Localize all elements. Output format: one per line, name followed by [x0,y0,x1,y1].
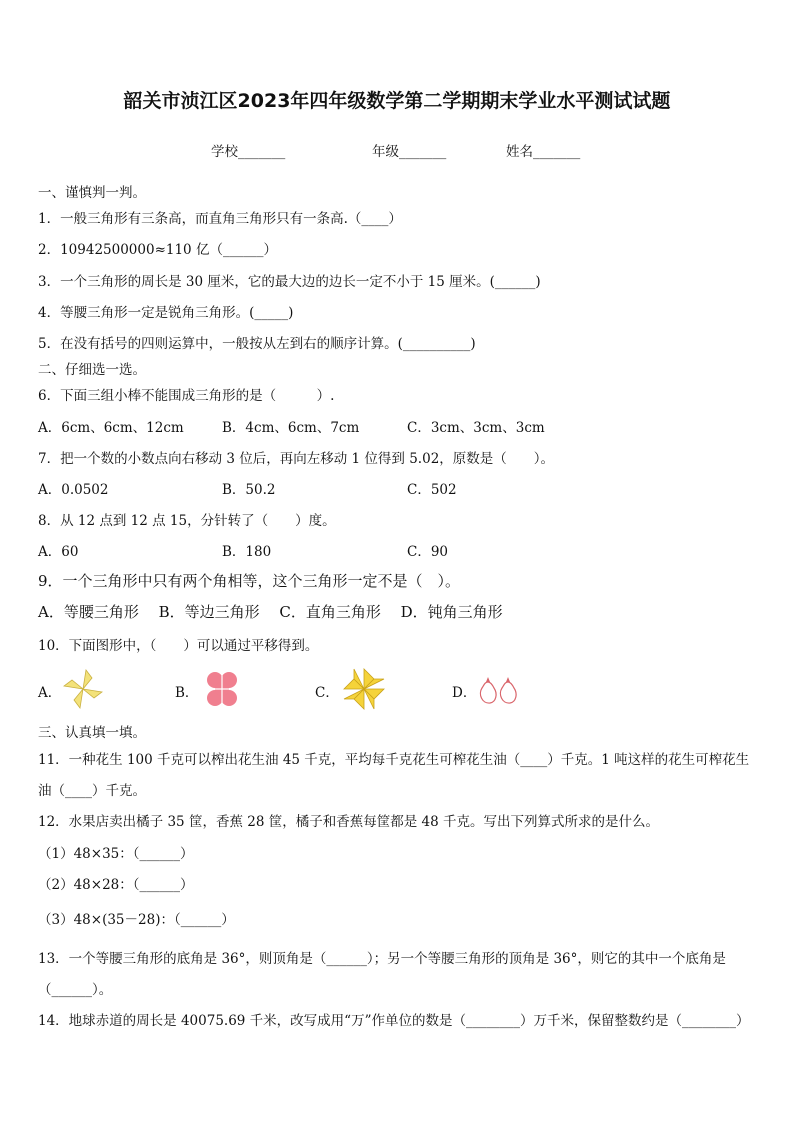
question-1: 1．一般三角形有三条高，而直角三角形只有一条高.（____） [38,211,402,227]
question-6: 6．下面三组小棒不能围成三角形的是（ ）. [38,388,335,404]
pinwheel-icon [62,668,104,710]
question-13-line-1: 13．一个等腰三角形的底角是 36°，则顶角是（______）；另一个等腰三角形的顶角是 36°，则它的其中一个底角是 [38,951,726,967]
page-title: 韶关市浈江区2023年四年级数学第二学期期末学业水平测试试题 [123,90,671,112]
name-field: 姓名_______ [506,144,581,160]
question-12-part-1: （1）48×35：（______） [38,846,194,862]
question-7-option-c: C．502 [407,482,457,498]
question-10-option-b: B． [175,685,199,701]
grade-field: 年级_______ [372,144,447,160]
section-2-heading: 二、仔细选一选。 [38,362,146,378]
question-8: 8．从 12 点到 12 点 15，分针转了（ ）度。 [38,513,336,529]
question-8-option-c: C．90 [407,544,449,560]
question-10-option-d: D． [452,685,477,701]
question-11-line-2: 油（____）千克。 [38,783,146,799]
question-6-option-b: B．4cm、6cm、7cm [222,420,360,436]
question-8-option-b: B．180 [222,544,272,560]
question-12: 12．水果店卖出橘子 35 筐，香蕉 28 筐，橘子和香蕉每筐都是 48 千克。写出下列算式所求的是什么。 [38,814,659,830]
section-3-heading: 三、认真填一填。 [38,725,146,741]
question-7-option-a: A．0.0502 [38,482,109,498]
question-10-option-c: C． [315,685,339,701]
four-heart-flower-icon [200,667,244,711]
section-1-heading: 一、谨慎判一判。 [38,185,146,201]
question-4: 4．等腰三角形一定是锐角三角形。(_____) [38,305,294,321]
question-14: 14．地球赤道的周长是 40075.69 千米，改写成用“万”作单位的数是（________）万千米，保留整数约是（________） [38,1013,750,1029]
question-6-option-c: C．3cm、3cm、3cm [407,420,545,436]
question-7-option-b: B．50.2 [222,482,276,498]
question-12-part-3: （3）48×(35－28)：（______） [38,912,235,928]
question-9: 9．一个三角形中只有两个角相等，这个三角形一定不是（ ）。 [38,572,461,590]
question-8-option-a: A．60 [38,544,79,560]
question-3: 3．一个三角形的周长是 30 厘米，它的最大边的边长一定不小于 15 厘米。(______) [38,274,541,290]
windmill-star-icon [342,667,386,711]
question-9-options: A．等腰三角形 B．等边三角形 C．直角三角形 D．钝角三角形 [38,603,503,621]
question-10: 10．下面图形中，（ ）可以通过平移得到。 [38,638,319,654]
question-5: 5．在没有括号的四则运算中，一般按从左到右的顺序计算。(__________) [38,336,476,352]
question-10-option-a: A． [38,685,62,701]
question-6-option-a: A．6cm、6cm、12cm [38,420,184,436]
question-2: 2．10942500000≈110 亿（______） [38,242,277,258]
hens-icon [476,670,522,708]
question-11-line-1: 11．一种花生 100 千克可以榨出花生油 45 千克，平均每千克花生可榨花生油（____）千克。1 吨这样的花生可榨花生 [38,752,750,768]
school-field: 学校_______ [211,144,286,160]
question-12-part-2: （2）48×28：（______） [38,877,194,893]
question-13-line-2: （______）。 [38,982,113,998]
question-7: 7．把一个数的小数点向右移动 3 位后，再向左移动 1 位得到 5.02，原数是（ ）。 [38,451,555,467]
